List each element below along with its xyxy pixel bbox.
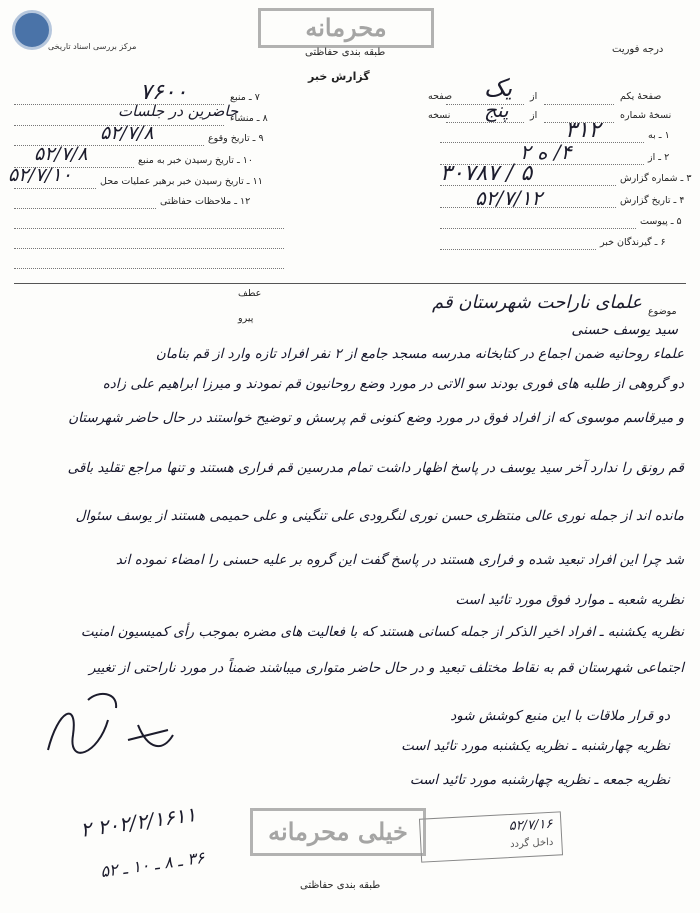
body-line-5: قم رونق را ندارد آخر سید یوسف در پاسخ اظهار داشت تمام مدرسین قم فراری هستند و تنها مراجع تقلید باقی bbox=[67, 460, 684, 476]
field-operations-receipt-date-label: ۱۱ ـ تاریخ رسیدن خبر برهبر عملیات محل bbox=[100, 176, 263, 187]
field-origin-label: ۸ ـ منشاء bbox=[230, 113, 268, 124]
archive-logo bbox=[8, 10, 137, 62]
body-line-9: نظریه یکشنبه ـ افراد اخیر الذکر از جمله کسانی هستند که با فعالیت های مضره بموجب رأی کمیسیون امنیت bbox=[80, 624, 684, 640]
field-to-value: ۳۱۲ bbox=[565, 118, 601, 143]
margin-note-date: ۳۶ ـ ۸ ـ ۱۰ ـ ۵۲ bbox=[99, 847, 206, 882]
received-stamp-date: ۵۲/۷/۱۶ bbox=[508, 816, 553, 835]
field-to-label: ۱ ـ به bbox=[648, 130, 670, 141]
copy-unit: نسخه bbox=[428, 110, 451, 121]
classification-footer: طبقه بندی حفاظتی bbox=[300, 880, 381, 891]
subject-label: موضوع bbox=[648, 306, 677, 317]
field-operations-receipt-date-value: ۵۲/۷/۱۰ bbox=[8, 164, 72, 186]
body-line-10: اجتماعی شهرستان قم به نقاط مختلف تبعید و در حال حاضر متواری میباشند ضمناً در مورد ناراحتی از تغییر bbox=[88, 660, 684, 676]
field-source-value: ۷۶۰۰ bbox=[140, 80, 188, 105]
margin-note-number: ۲۰۲/۲/۱۶۱۱ ۲ bbox=[78, 802, 198, 842]
field-source-receipt-date-value: ۵۲/۷/۸ bbox=[34, 143, 88, 165]
field-report-date-label: ۴ ـ تاریخ گزارش bbox=[620, 195, 685, 206]
field-from-value: ۴/ ه ۲ bbox=[520, 140, 572, 164]
body-line-13: نظریه جمعه ـ نظریه چهارشنبه مورد تائید است bbox=[409, 772, 670, 788]
body-line-1: سید یوسف حسنی bbox=[571, 322, 678, 338]
subject-value: علمای ناراحت شهرستان قم bbox=[432, 292, 642, 313]
field-occurrence-date-value: ۵۲/۷/۸ bbox=[100, 122, 154, 144]
page-unit: صفحه bbox=[428, 91, 453, 102]
logo-text: مرکز بررسی اسناد تاریخی bbox=[48, 42, 137, 51]
body-line-6: مانده اند از جمله نوری عالی منتظری حسن نوری لنگرودی علی تنگینی و علی حمیمی هستند از یوسف سئوال bbox=[75, 508, 684, 524]
body-line-2: علماء روحانیه ضمن اجماع در کتابخانه مدرسه مسجد جامع از ۲ نفر افراد تازه وارد از قم بنامان bbox=[155, 346, 684, 362]
field-occurrence-date-label: ۹ ـ تاریخ وقوع bbox=[208, 133, 264, 144]
field-recipients-label: ۶ ـ گیرندگان خبر bbox=[600, 237, 666, 248]
signature-scribble bbox=[28, 680, 188, 780]
copy-total: پنج bbox=[484, 98, 509, 122]
page-total: یک bbox=[484, 74, 513, 102]
body-line-7: شد چرا این افراد تبعید شده و فراری هستند در پاسخ گفت این گروه بر علیه حسنی را امضاء نموده اند bbox=[115, 552, 684, 568]
confidential-stamp-bottom: خیلی محرمانه bbox=[250, 808, 426, 856]
page-label: صفحهٔ یکم bbox=[620, 91, 662, 102]
urgency-label: درجه فوریت bbox=[612, 44, 664, 55]
report-title: گزارش خبر bbox=[308, 70, 370, 83]
body-line-3: دو گروهی از طلبه های فوری بودند سو الاتی در مورد وضع روحانیون قم نمودند و میرزا ابراهیم علی زاده bbox=[102, 376, 684, 392]
field-origin-value: حاضرین در جلسات bbox=[118, 102, 239, 120]
field-security-notes-label: ۱۲ ـ ملاحظات حفاظتی bbox=[160, 196, 251, 207]
field-source-label: ۷ ـ منبع bbox=[230, 92, 260, 103]
field-source-receipt-date-label: ۱۰ ـ تاریخ رسیدن خبر به منبع bbox=[138, 155, 253, 166]
body-line-4: و میرقاسم موسوی که از افراد فوق در مورد وضع کنونی قم پرسش و توضیح خواستند در حال حاضر شهرستان bbox=[68, 410, 684, 426]
header-divider bbox=[14, 283, 686, 284]
received-stamp-note: داخل گردد bbox=[509, 836, 554, 851]
body-line-11: دو قرار ملاقات با این منبع کوشش شود bbox=[450, 708, 670, 724]
field-from-label: ۲ ـ از bbox=[648, 152, 670, 163]
copy-from: از bbox=[530, 110, 538, 121]
confidential-stamp-top: محرمانه bbox=[258, 8, 434, 48]
field-attachment-label: ۵ ـ پیوست bbox=[640, 216, 682, 227]
body-line-8: نظریه شعبه ـ موارد فوق مورد تائید است bbox=[455, 592, 684, 608]
classification-header: طبقه بندی حفاظتی bbox=[305, 47, 386, 58]
follow-up-label: پیرو bbox=[238, 313, 254, 324]
field-report-number-label: ۳ ـ شماره گزارش bbox=[620, 173, 692, 184]
copy-label: نسخهٔ شماره bbox=[620, 110, 672, 121]
reference-label: عطف bbox=[238, 288, 262, 299]
received-stamp bbox=[419, 811, 563, 862]
logo-emblem-icon bbox=[12, 10, 52, 50]
body-line-12: نظریه چهارشنبه ـ نظریه یکشنبه مورد تائید است bbox=[401, 738, 670, 754]
page-from: از bbox=[530, 91, 538, 102]
field-report-number-value: ۵ / ۳۰۷۸۷ bbox=[440, 161, 533, 186]
field-report-date-value: ۵۲/۷/۱۲ bbox=[475, 186, 543, 210]
